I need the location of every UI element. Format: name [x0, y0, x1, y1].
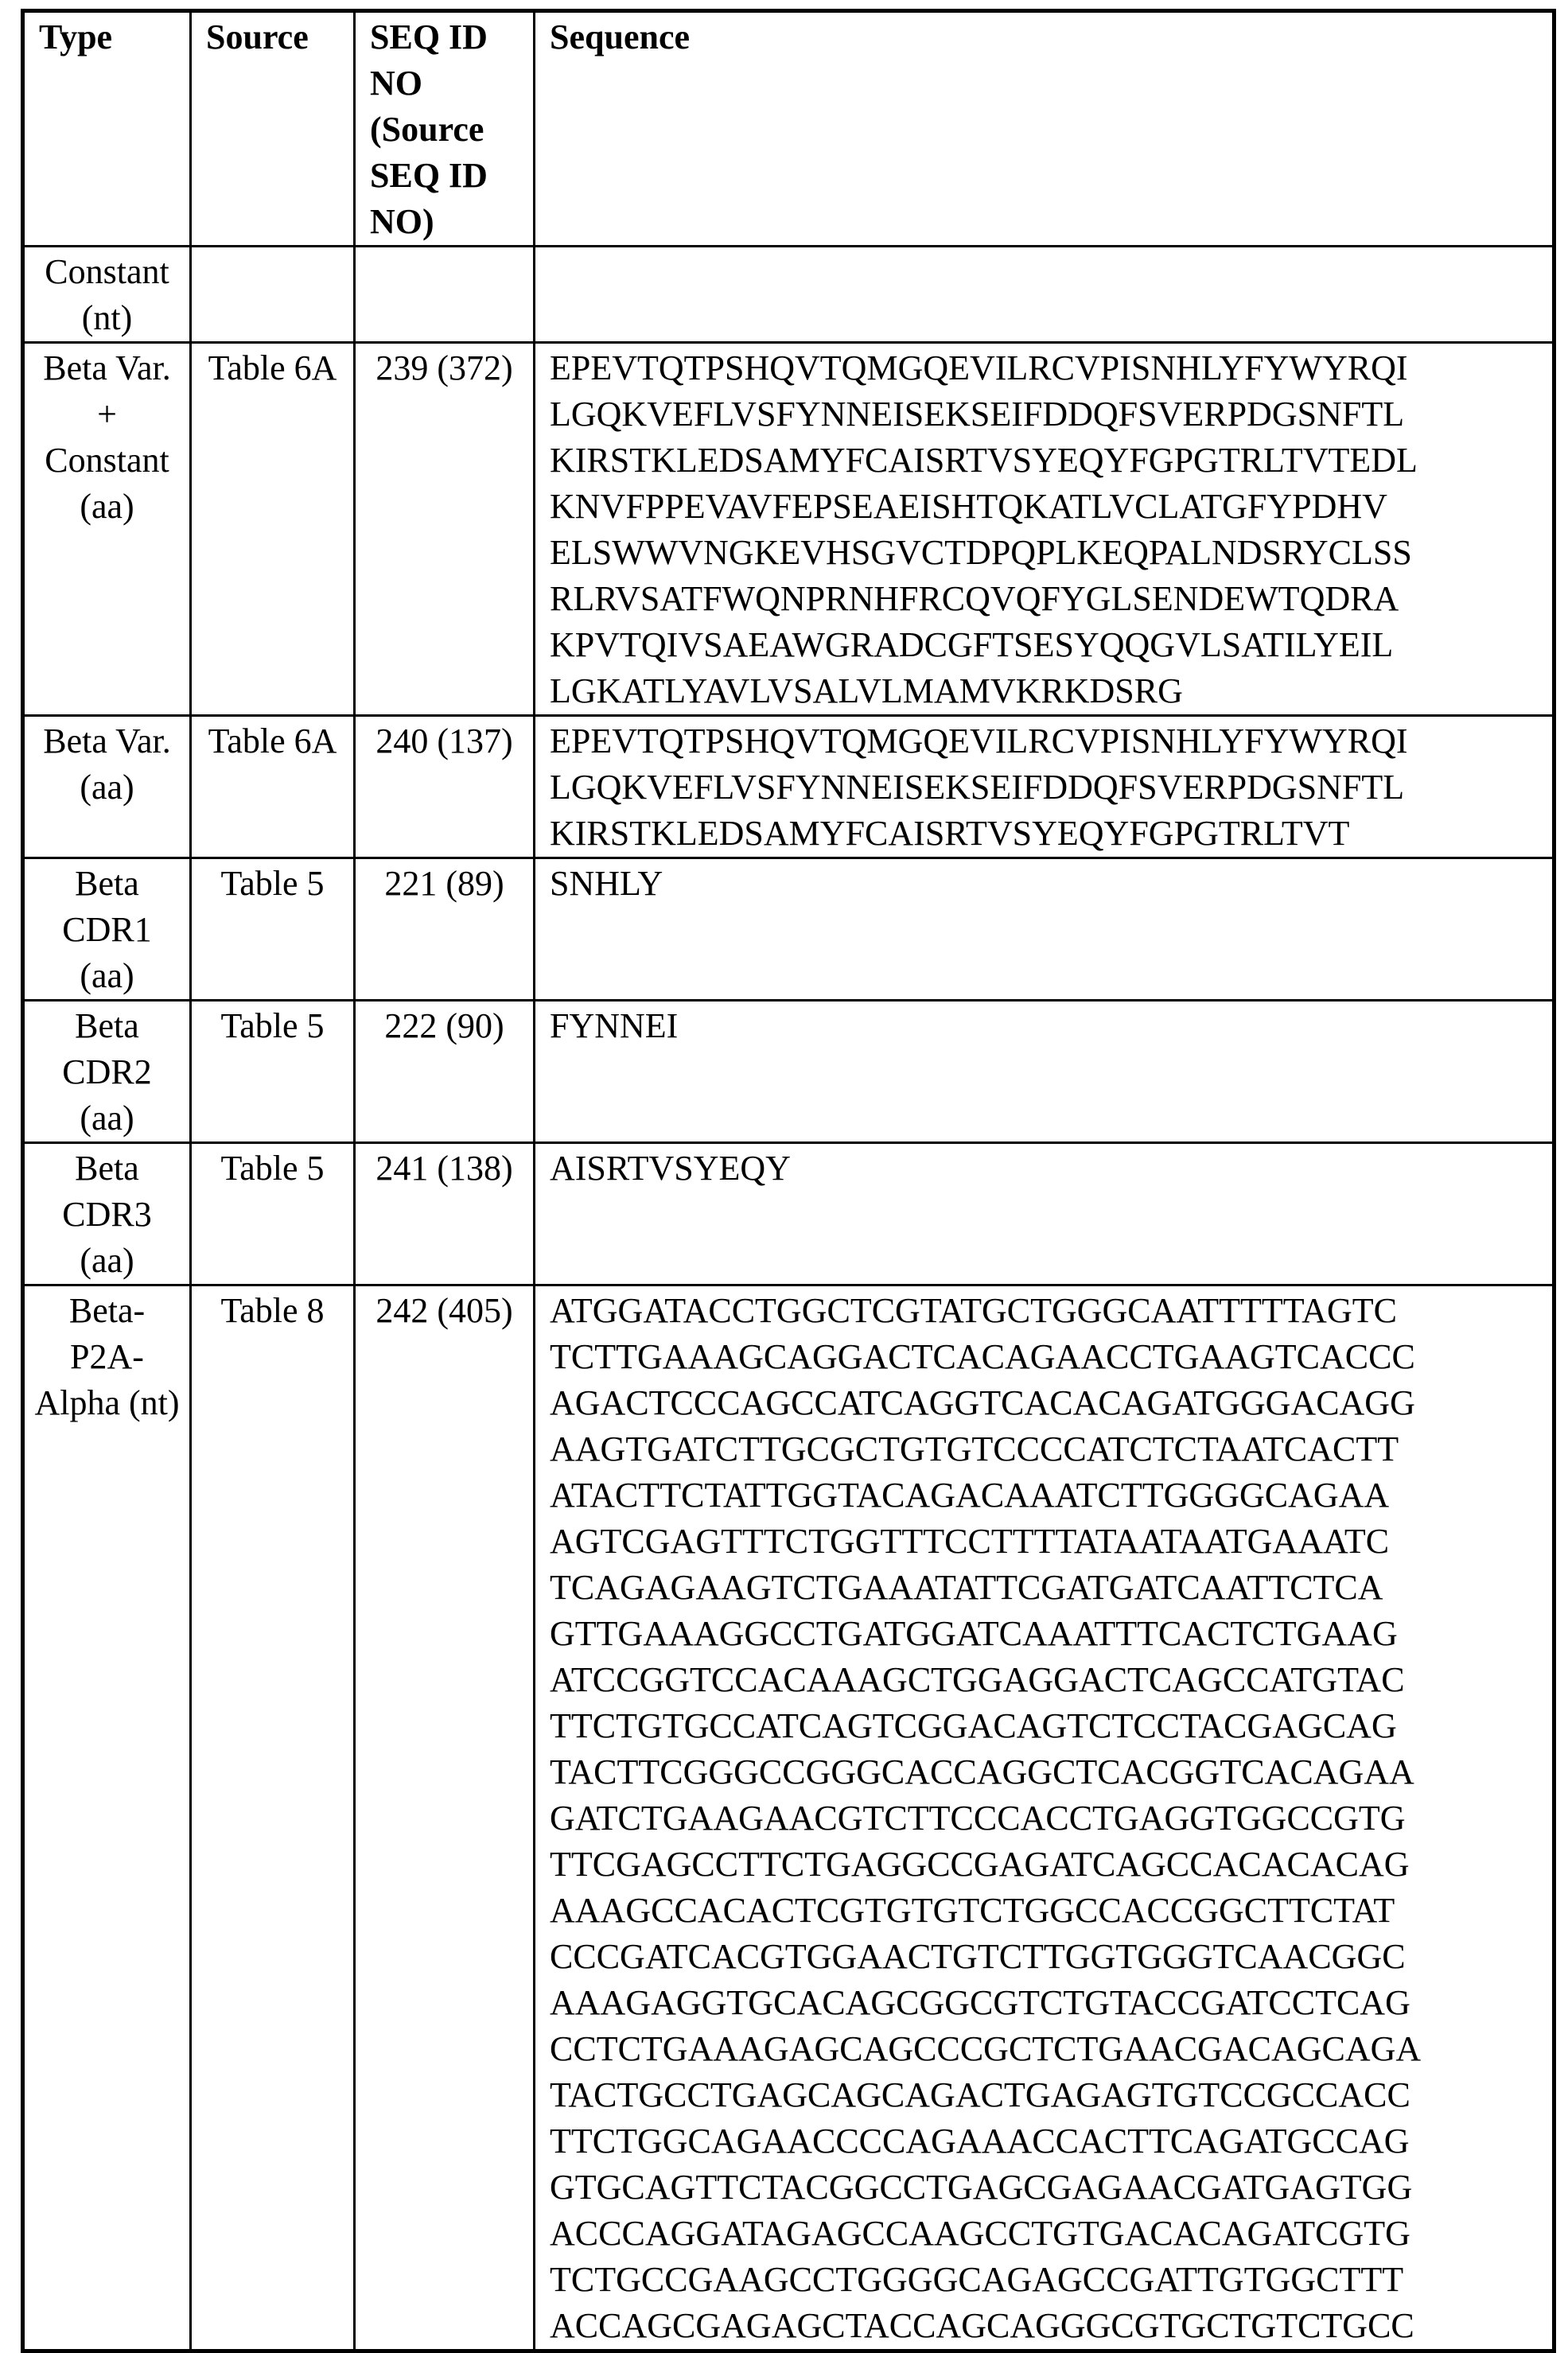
- type-cell: Beta Var. + Constant (aa): [23, 343, 191, 716]
- sequence-cell: [535, 716, 1554, 858]
- sequence-line: AAGTGATCTTGCGCTGTGTCCCCATCTCTAATCACTT: [550, 1426, 1544, 1472]
- sequence-line: KNVFPPEVAVFEPSEAEISHTQKATLVCLATGFYPDHV: [550, 484, 1544, 530]
- table-row: [23, 716, 1554, 858]
- sequence-line: GTGCAGTTCTACGGCCTGAGCGAGAACGATGAGTGG: [550, 2164, 1544, 2211]
- sequence-cell: [535, 1001, 1554, 1143]
- type-cell: Constant (nt): [23, 247, 191, 343]
- seq-id-cell: 221 (89): [355, 858, 535, 1001]
- header-row: [23, 11, 1554, 247]
- sequence-line: TCAGAGAAGTCTGAAATATTCGATGATCAATTCTCA: [550, 1565, 1544, 1611]
- sequence-line: EPEVTQTPSHQVTQMGQEVILRCVPISNHLYFYWYRQI: [550, 718, 1544, 764]
- header-seq-id: SEQ ID NO (Source SEQ ID NO): [355, 11, 535, 247]
- sequence-line: GATCTGAAGAACGTCTTCCCACCTGAGGTGGCCGTG: [550, 1795, 1544, 1842]
- seq-id-cell: 222 (90): [355, 1001, 535, 1143]
- sequence-line: AAAGAGGTGCACAGCGGCGTCTGTACCGATCCTCAG: [550, 1980, 1544, 2026]
- sequence-cell: [535, 858, 1554, 1001]
- sequence-line: ACCCAGGATAGAGCCAAGCCTGTGACACAGATCGTG: [550, 2211, 1544, 2257]
- table-row: [23, 247, 1554, 343]
- sequence-line: SNHLY: [550, 861, 1544, 907]
- type-cell: Beta CDR3 (aa): [23, 1143, 191, 1285]
- sequence-cell: [535, 343, 1554, 716]
- sequence-line: TCTTGAAAGCAGGACTCACAGAACCTGAAGTCACCC: [550, 1334, 1544, 1380]
- sequence-line: ATGGATACCTGGCTCGTATGCTGGGCAATTTTTAGTC: [550, 1288, 1544, 1334]
- sequence-line: KPVTQIVSAEAWGRADCGFTSESYQQGVLSATILYEIL: [550, 622, 1544, 668]
- source-cell: Table 5: [191, 858, 355, 1001]
- sequence-line: KIRSTKLEDSAMYFCAISRTVSYEQYFGPGTRLTVT: [550, 811, 1544, 857]
- sequence-line: LGKATLYAVLVSALVLMAMVKRKDSRG: [550, 668, 1544, 714]
- type-cell: Beta CDR2 (aa): [23, 1001, 191, 1143]
- table-row: [23, 858, 1554, 1001]
- seq-id-cell: 241 (138): [355, 1143, 535, 1285]
- source-cell: [191, 247, 355, 343]
- sequence-line: ELSWWVNGKEVHSGVCTDPQPLKEQPALNDSRYCLSS: [550, 530, 1544, 576]
- seq-id-cell: 240 (137): [355, 716, 535, 858]
- source-cell: Table 8: [191, 1285, 355, 2351]
- sequence-table: [21, 9, 1556, 2353]
- sequence-line: ATCCGGTCCACAAAGCTGGAGGACTCAGCCATGTAC: [550, 1657, 1544, 1703]
- sequence-line: AGACTCCCAGCCATCAGGTCACACAGATGGGACAGG: [550, 1380, 1544, 1426]
- sequence-line: FYNNEI: [550, 1003, 1544, 1049]
- seq-id-cell: [355, 247, 535, 343]
- sequence-cell: [535, 1285, 1554, 2351]
- sequence-line: AGTCGAGTTTCTGGTTTCCTTTTATAATAATGAAATC: [550, 1519, 1544, 1565]
- type-cell: Beta CDR1 (aa): [23, 858, 191, 1001]
- sequence-line: TACTTCGGGCCGGGCACCAGGCTCACGGTCACAGAA: [550, 1749, 1544, 1795]
- sequence-line: TTCGAGCCTTCTGAGGCCGAGATCAGCCACACACAG: [550, 1842, 1544, 1888]
- table-row: [23, 343, 1554, 716]
- sequence-line: ATACTTCTATTGGTACAGACAAATCTTGGGGCAGAA: [550, 1472, 1544, 1519]
- sequence-line: TACTGCCTGAGCAGCAGACTGAGAGTGTCCGCCACC: [550, 2072, 1544, 2118]
- sequence-line: RLRVSATFWQNPRNHFRCQVQFYGLSENDEWTQDRA: [550, 576, 1544, 622]
- sequence-line: ACCAGCGAGAGCTACCAGCAGGGCGTGCTGTCTGCC: [550, 2303, 1544, 2349]
- table-row: [23, 1143, 1554, 1285]
- sequence-line: KIRSTKLEDSAMYFCAISRTVSYEQYFGPGTRLTVTEDL: [550, 438, 1544, 484]
- sequence-line: CCTCTGAAAGAGCAGCCCGCTCTGAACGACAGCAGA: [550, 2026, 1544, 2072]
- sequence-line: EPEVTQTPSHQVTQMGQEVILRCVPISNHLYFYWYRQI: [550, 345, 1544, 391]
- table-row: [23, 1285, 1554, 2351]
- sequence-line: TTCTGTGCCATCAGTCGGACAGTCTCCTACGAGCAG: [550, 1703, 1544, 1749]
- source-cell: Table 5: [191, 1001, 355, 1143]
- header-sequence: Sequence: [535, 11, 1554, 247]
- sequence-cell: [535, 247, 1554, 343]
- seq-id-cell: 242 (405): [355, 1285, 535, 2351]
- seq-id-cell: 239 (372): [355, 343, 535, 716]
- header-source: Source: [191, 11, 355, 247]
- source-cell: Table 6A: [191, 716, 355, 858]
- source-cell: Table 5: [191, 1143, 355, 1285]
- sequence-line: AISRTVSYEQY: [550, 1145, 1544, 1192]
- sequence-line: CCCGATCACGTGGAACTGTCTTGGTGGGTCAACGGC: [550, 1934, 1544, 1980]
- header-type: Type: [23, 11, 191, 247]
- sequence-line: LGQKVEFLVSFYNNEISEKSEIFDDQFSVERPDGSNFTL: [550, 764, 1544, 811]
- sequence-line: GTTGAAAGGCCTGATGGATCAAATTTCACTCTGAAG: [550, 1611, 1544, 1657]
- sequence-line: LGQKVEFLVSFYNNEISEKSEIFDDQFSVERPDGSNFTL: [550, 391, 1544, 438]
- sequence-line: TCTGCCGAAGCCTGGGGCAGAGCCGATTGTGGCTTT: [550, 2257, 1544, 2303]
- table-row: [23, 1001, 1554, 1143]
- type-cell: Beta Var. (aa): [23, 716, 191, 858]
- source-cell: Table 6A: [191, 343, 355, 716]
- sequence-line: AAAGCCACACTCGTGTGTCTGGCCACCGGCTTCTAT: [550, 1888, 1544, 1934]
- sequence-line: TTCTGGCAGAACCCCAGAAACCACTTCAGATGCCAG: [550, 2118, 1544, 2164]
- type-cell: Beta-P2A-Alpha (nt): [23, 1285, 191, 2351]
- sequence-cell: [535, 1143, 1554, 1285]
